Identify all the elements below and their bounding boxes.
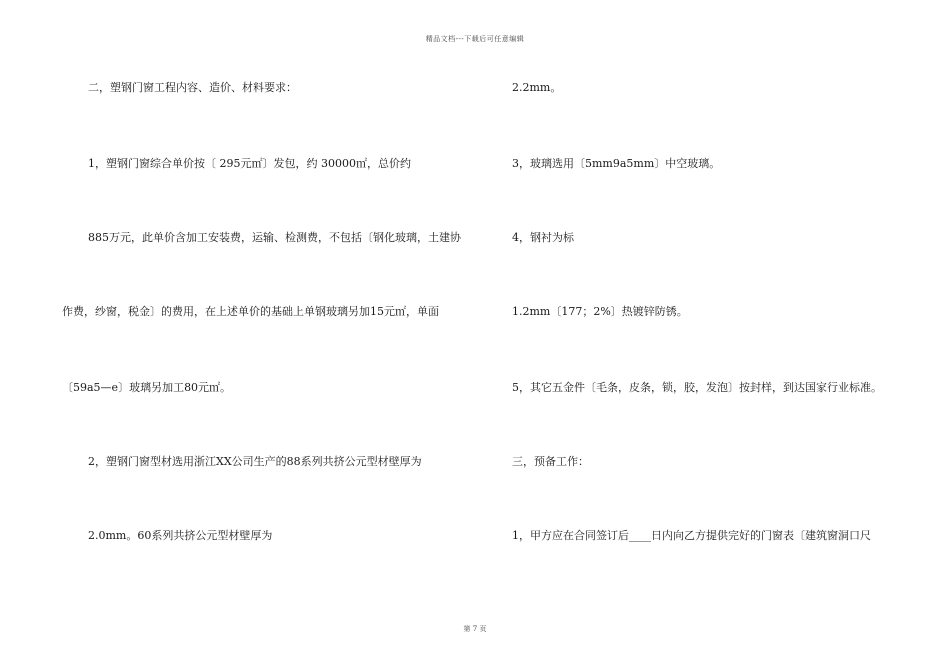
paragraph-line: 1，甲方应在合同签订后____日内向乙方提供完好的门窗表〔建筑窗洞口尺 (512, 529, 871, 542)
page-header: 精品文档---下载后可任意编辑 (425, 35, 525, 43)
paragraph-line: 作费，纱窗，税金〕的费用，在上述单价的基础上单钢玻璃另加15元㎡，单面 (62, 305, 439, 318)
section-heading-2: 二，塑钢门窗工程内容、造价、材料要求： (88, 81, 297, 94)
section-heading-3: 三，预备工作： (512, 455, 589, 468)
page-number: 第 7 页 (463, 625, 487, 633)
paragraph-line: 〔59a5—e〕玻璃另加工80元㎡。 (62, 381, 232, 394)
paragraph-line: 2.2mm。 (512, 81, 562, 94)
paragraph-line: 4，钢衬为标 (512, 231, 574, 244)
paragraph-line: 2，塑钢门窗型材选用浙江XX公司生产的88系列共挤公元型材壁厚为 (88, 455, 422, 468)
paragraph-line: 885万元，此单价含加工安装费，运输、检测费，不包括〔钢化玻璃，土建协 (88, 231, 461, 244)
paragraph-line: 1，塑钢门窗综合单价按〔 295元㎡〕发包，约 30000㎡，总价约 (88, 157, 411, 170)
paragraph-line: 2.0mm。60系列共挤公元型材壁厚为 (88, 529, 273, 542)
paragraph-line: 1.2mm〔177；2%〕热镀锌防锈。 (512, 305, 688, 318)
paragraph-line: 3，玻璃选用〔5mm9a5mm〕中空玻璃。 (512, 157, 721, 170)
paragraph-line: 5，其它五金件〔毛条，皮条，锁，胶，发泡〕按封样，到达国家行业标准。 (512, 381, 882, 394)
